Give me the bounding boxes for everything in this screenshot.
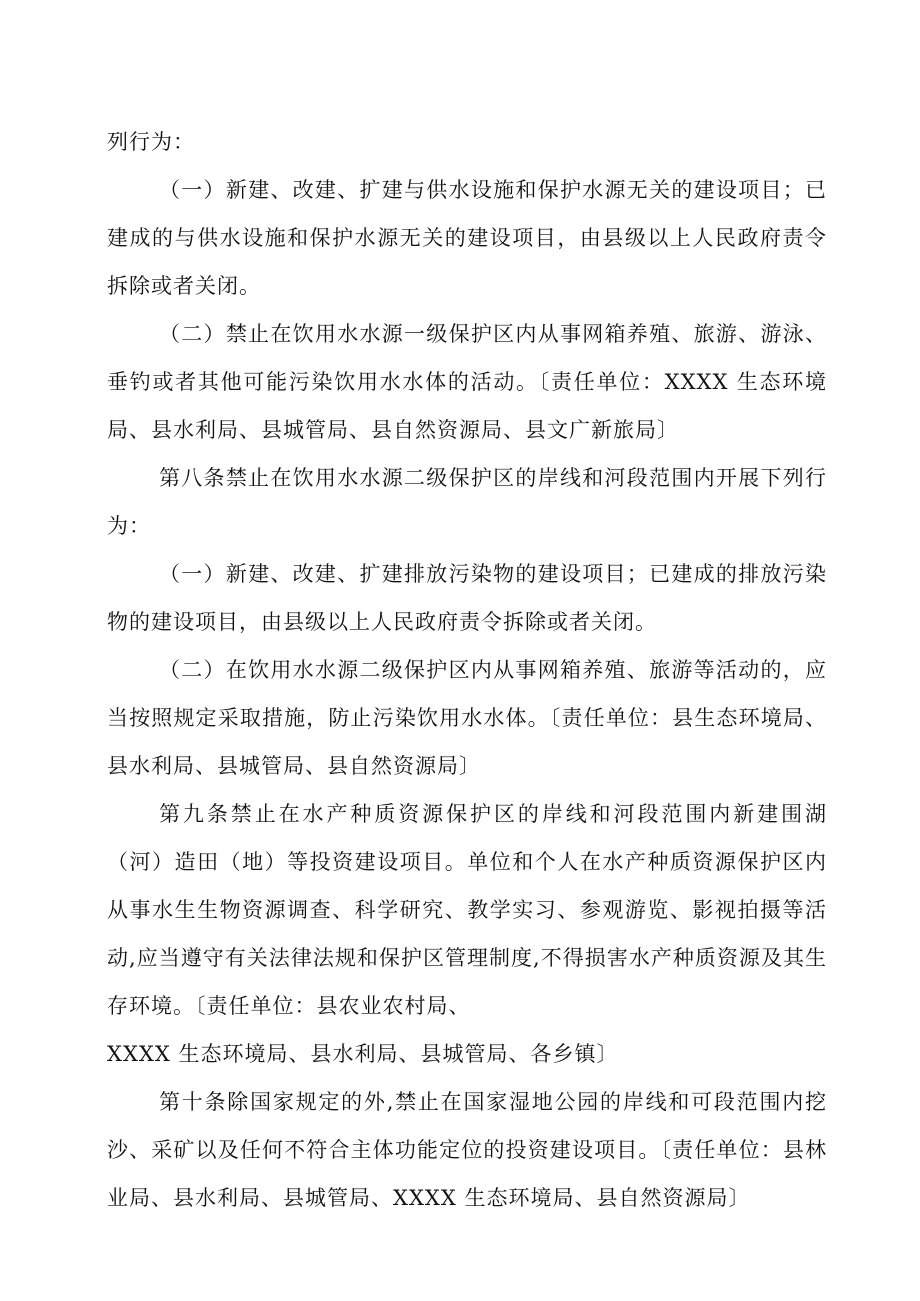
paragraph-item-1-new-construction: （一）新建、改建、扩建与供水设施和保护水源无关的建设项目；已建成的与供水设施和保护水源无关的建设项目，由县级以上人民政府责令拆除或者关闭。	[107, 178, 827, 298]
paragraph-continuation: 列行为：	[107, 130, 195, 154]
paragraph-item-2-prohibited-activities: （二）禁止在饮用水水源一级保护区内从事网箱养殖、旅游、游泳、垂钓或者其他可能污染饮用水水体的活动。〔责任单位：XXXX 生态环境局、县水利局、县城管局、县自然资源局、县文广新旅局〕	[107, 322, 827, 442]
document-body	[107, 118, 827, 1222]
paragraph-article-8-item-2: （二）在饮用水水源二级保护区内从事网箱养殖、旅游等活动的，应当按照规定采取措施，防止污染饮用水水体。〔责任单位：县生态环境局、县水利局、县城管局、县自然资源局〕	[107, 658, 827, 778]
paragraph-article-9-responsible-units: XXXX 生态环境局、县水利局、县城管局、各乡镇〕	[107, 1042, 619, 1066]
paragraph-article-8: 第八条禁止在饮用水水源二级保护区的岸线和河段范围内开展下列行为：	[107, 466, 827, 538]
paragraph-article-8-item-1: （一）新建、改建、扩建排放污染物的建设项目；已建成的排放污染物的建设项目，由县级以上人民政府责令拆除或者关闭。	[107, 562, 827, 634]
paragraph-article-9: 第九条禁止在水产种质资源保护区的岸线和河段范围内新建围湖（河）造田（地）等投资建设项目。单位和个人在水产种质资源保护区内从事水生生物资源调查、科学研究、教学实习、参观游览、影视拍摄等活动,应当遵守有关法律法规和保护区管理制度,不得损害水产种质资源及其生存环境。〔责任单位：县农业农村局、	[107, 802, 827, 1018]
paragraph-article-10: 第十条除国家规定的外,禁止在国家湿地公园的岸线和可段范围内挖沙、采矿以及任何不符合主体功能定位的投资建设项目。〔责任单位：县林业局、县水利局、县城管局、XXXX 生态环境局、县自然资源局〕	[107, 1090, 827, 1210]
